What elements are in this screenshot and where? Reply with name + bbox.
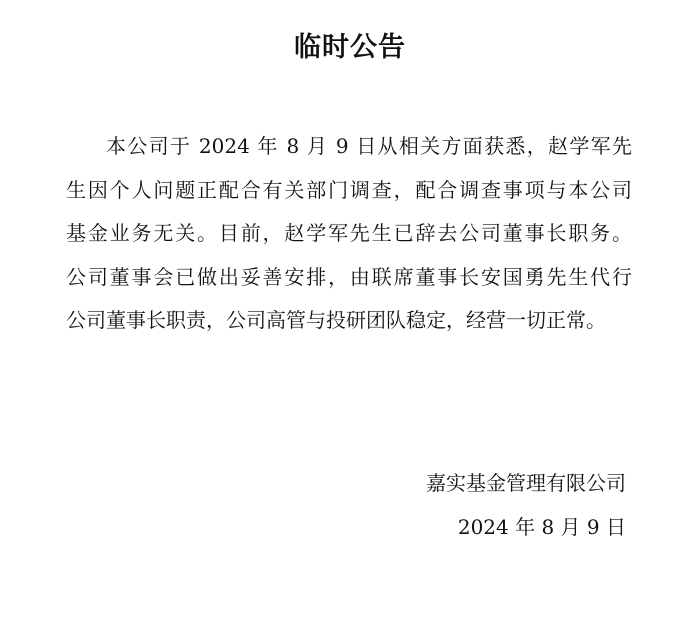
body-line: 公司董事长职责，公司高管与投研团队稳定，经营一切正常。 xyxy=(66,308,606,332)
notice-body xyxy=(66,125,632,343)
signature-date: 2024 年 8 月 9 日 xyxy=(457,514,626,539)
body-line: 公司董事会已做出妥善安排，由联席董事长安国勇先生代行 xyxy=(66,264,632,289)
signature-block xyxy=(426,462,626,549)
body-line: 基金业务无关。目前，赵学军先生已辞去公司董事长职务。 xyxy=(66,221,632,245)
body-line: 本公司于 2024 年 8 月 9 日从相关方面获悉，赵学军先 xyxy=(106,134,632,158)
signature-company: 嘉实基金管理有限公司 xyxy=(426,471,626,495)
body-line: 生因个人问题正配合有关部门调查，配合调查事项与本公司 xyxy=(66,177,632,202)
notice-title: 临时公告 xyxy=(294,32,406,63)
